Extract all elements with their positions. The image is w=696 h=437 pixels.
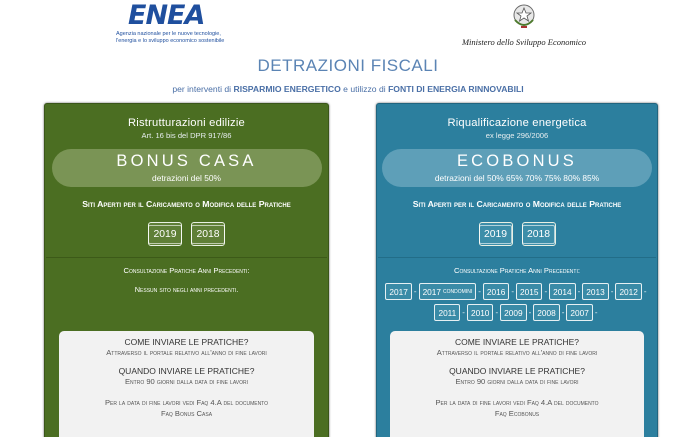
- year-label: 2018: [522, 225, 555, 244]
- panel-heading: Riqualificazione energetica: [447, 117, 587, 129]
- condomini-label: condomini: [443, 288, 473, 295]
- separator: -: [577, 287, 581, 296]
- year-link-2010[interactable]: [467, 304, 493, 321]
- subtitle-mid: e utilizzo di: [340, 84, 389, 94]
- year-button-2018[interactable]: [522, 222, 556, 246]
- info-box: [59, 331, 314, 437]
- bonus-casa-banner: [52, 149, 322, 187]
- subtitle-bold-2: FONTI DI ENERGIA RINNOVABILI: [388, 84, 524, 94]
- subtitle-prefix: per interventi di: [172, 84, 234, 94]
- year-link-2007[interactable]: [566, 304, 592, 321]
- divider: [46, 257, 327, 258]
- ecobonus-banner: [382, 149, 652, 187]
- year-link-2017-condomini[interactable]: [419, 283, 477, 300]
- info-question: COME INVIARE LE PRATICHE?: [454, 337, 580, 347]
- previous-years-row-1: [383, 283, 651, 300]
- year-label: 2014: [553, 286, 572, 297]
- year-label: 2016: [486, 286, 506, 297]
- no-sites-text: Nessun sito negli anni precedenti.: [134, 285, 239, 294]
- year-link-2015[interactable]: [516, 283, 542, 300]
- info-answer: Entro 90 giorni dalla data di fine lavori: [124, 377, 249, 386]
- separator: -: [478, 287, 481, 296]
- year-label: 2019: [148, 225, 181, 244]
- separator: -: [413, 287, 417, 296]
- page-title: DETRAZIONI FISCALI: [257, 56, 439, 75]
- consult-label: Consultazione Pratiche Anni Precedenti:: [454, 266, 580, 275]
- divider: [378, 257, 656, 258]
- bonus-name: ECOBONUS: [456, 152, 578, 170]
- year-link-2008[interactable]: [533, 304, 559, 321]
- enea-logo[interactable]: [108, 2, 228, 46]
- year-label: 2017: [389, 286, 408, 297]
- bonus-rate: detrazioni del 50%: [152, 173, 221, 183]
- info-answer: Attraverso il portale relativo all'anno di fine lavori: [106, 348, 267, 357]
- panel-heading: Ristrutturazioni edilizie: [128, 117, 245, 129]
- separator: -: [643, 287, 647, 296]
- year-link-2012[interactable]: [615, 283, 641, 300]
- mise-text: Ministero dello Sviluppo Economico: [461, 37, 587, 47]
- ecobonus-panel: [376, 103, 658, 437]
- info-footnote: Per la data di fine lavori vedi Faq 4.A del documento: [104, 398, 269, 407]
- separator: -: [544, 287, 548, 296]
- bonus-name: BONUS CASA: [116, 152, 257, 170]
- bonus-casa-panel: [44, 103, 329, 437]
- info-answer: Entro 90 giorni dalla data di fine lavori: [455, 377, 579, 386]
- year-button-2019[interactable]: [148, 222, 182, 246]
- info-answer: Attraverso il portale relativo all'anno di fine lavori: [436, 348, 598, 357]
- year-button-2019[interactable]: [479, 222, 513, 246]
- info-question: COME INVIARE LE PRATICHE?: [124, 337, 249, 347]
- previous-years-row-2: [383, 304, 651, 321]
- year-link-2014[interactable]: [549, 283, 575, 300]
- open-sites-label: Siti Aperti per il Caricamento o Modifica delle Pratiche: [412, 199, 622, 209]
- faq-link[interactable]: Faq Ecobonus: [494, 409, 540, 418]
- open-years: [377, 222, 657, 246]
- year-link-2013[interactable]: [582, 283, 608, 300]
- separator: -: [511, 287, 515, 296]
- year-link-2009[interactable]: [500, 304, 526, 321]
- year-label: 2015: [520, 286, 539, 297]
- year-label: 2010: [470, 307, 490, 318]
- separator: -: [610, 287, 614, 296]
- open-sites-label: Siti Aperti per il Caricamento o Modifica delle Pratiche: [82, 199, 291, 209]
- year-label: 2013: [586, 286, 605, 297]
- separator: -: [594, 308, 598, 317]
- panel-law: Art. 16 bis del DPR 917/86: [141, 131, 232, 140]
- separator: -: [495, 308, 499, 317]
- year-link-2016[interactable]: [483, 283, 509, 300]
- year-label: 2012: [619, 286, 638, 297]
- year-button-2018[interactable]: [191, 222, 225, 246]
- subtitle-bold-1: RISPARMIO ENERGETICO: [233, 84, 341, 94]
- enea-logo-text: ENEA: [128, 0, 205, 31]
- enea-tagline: Agenzia nazionale per le nuove tecnologie, l'energia e lo sviluppo economico sostenibile: [116, 31, 225, 44]
- year-label: 2011: [438, 307, 457, 318]
- year-label: 2018: [191, 225, 224, 244]
- year-label: 2009: [504, 307, 523, 318]
- year-label: 2017: [422, 286, 442, 297]
- open-years: [45, 222, 328, 246]
- info-footnote: Per la data di fine lavori vedi Faq 4.A del documento: [435, 398, 599, 407]
- faq-link[interactable]: Faq Bonus Casa: [160, 409, 213, 418]
- page-subtitle: [0, 84, 696, 94]
- bonus-rate: detrazioni del 50% 65% 70% 75% 80% 85%: [434, 173, 600, 183]
- year-link-2017[interactable]: [385, 283, 411, 300]
- panel-law: ex legge 296/2006: [485, 131, 549, 140]
- consult-label: Consultazione Pratiche Anni Precedenti:: [123, 266, 250, 275]
- info-box: [390, 331, 644, 437]
- year-label: 2008: [537, 307, 556, 318]
- info-question: QUANDO INVIARE LE PRATICHE?: [449, 366, 585, 376]
- separator: -: [462, 308, 465, 317]
- year-link-2011[interactable]: [434, 304, 460, 321]
- italian-emblem-icon: [511, 2, 537, 30]
- year-label: 2007: [570, 307, 589, 318]
- mise-logo[interactable]: [458, 2, 590, 48]
- info-question: QUANDO INVIARE LE PRATICHE?: [118, 366, 255, 376]
- year-label: 2019: [479, 225, 512, 244]
- separator: -: [528, 308, 532, 317]
- separator: -: [561, 308, 565, 317]
